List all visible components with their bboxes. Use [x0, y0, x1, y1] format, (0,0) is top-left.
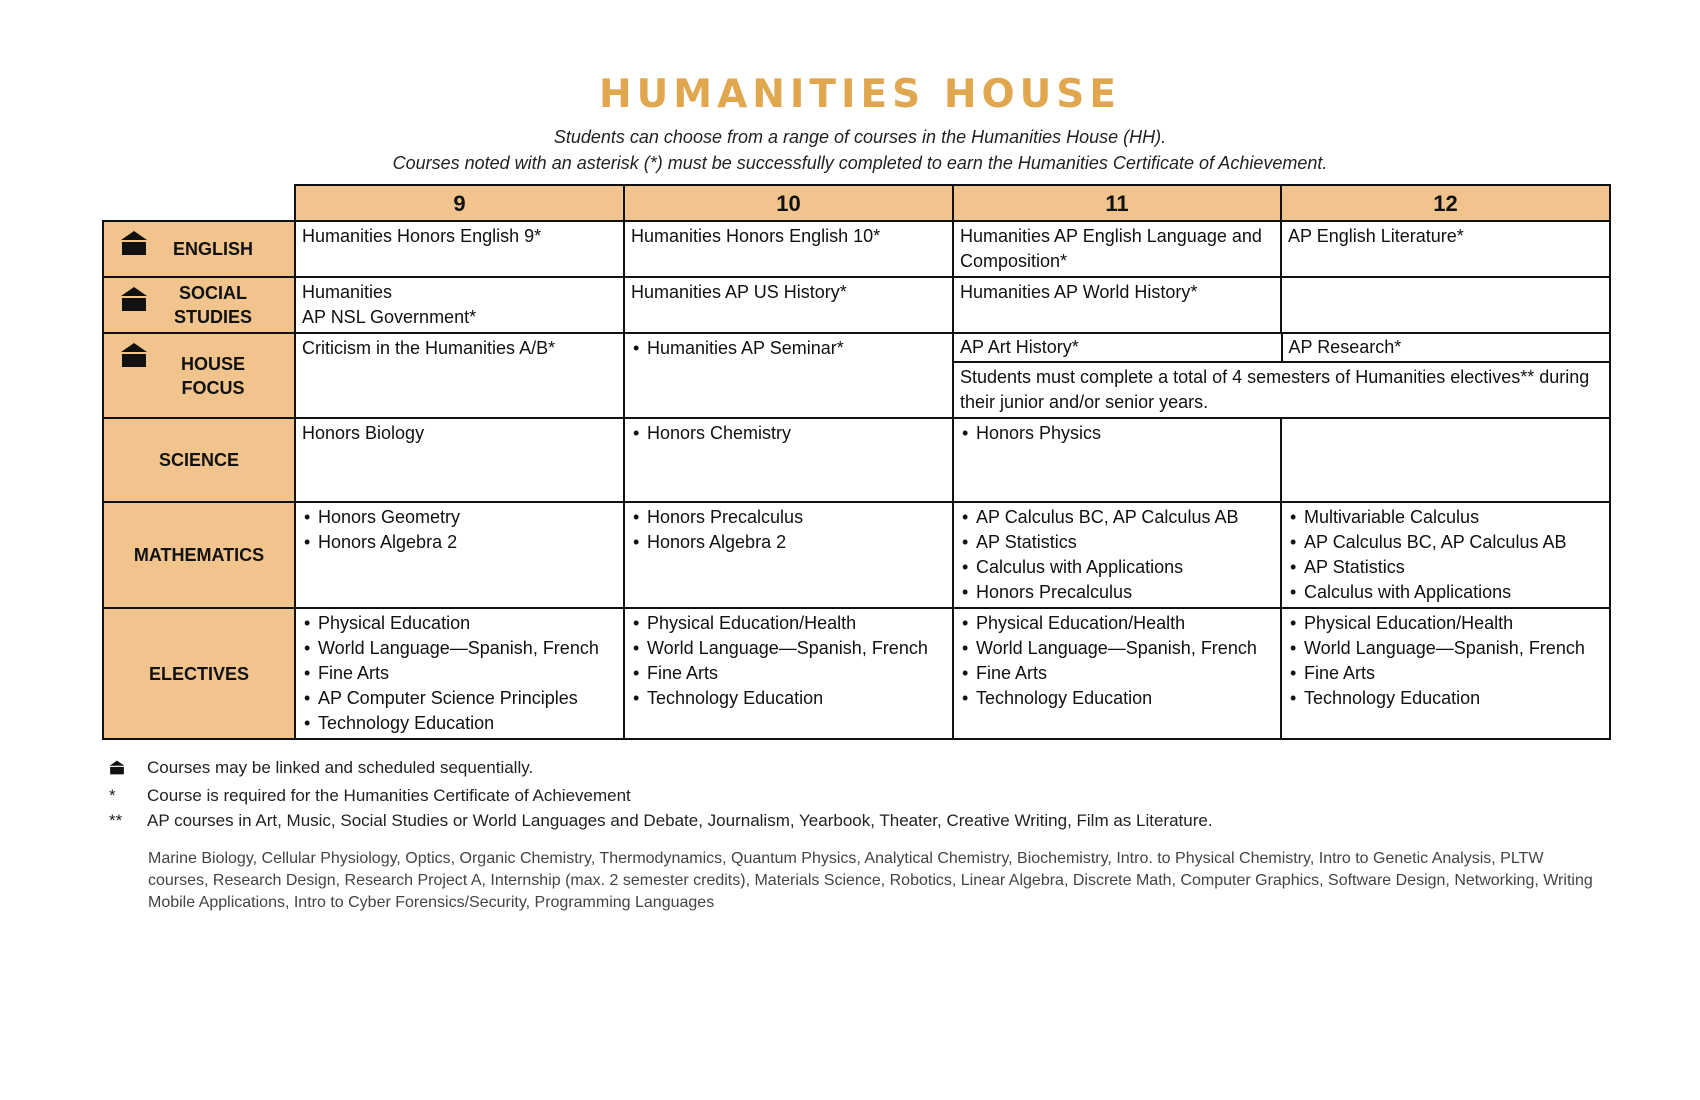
- list-item: • World Language—Spanish, French: [1288, 636, 1603, 661]
- list-item: • Honors Chemistry: [631, 421, 946, 446]
- legend-double-star: [109, 811, 1213, 831]
- grid-corner: [103, 185, 295, 221]
- row-label-electives: ELECTIVES: [148, 663, 250, 684]
- house-grade-10: [624, 333, 953, 418]
- list-item: • Technology Education: [302, 711, 617, 736]
- list-item: • Fine Arts: [960, 661, 1274, 686]
- social-grade-9-line-1: Humanities: [302, 282, 393, 302]
- science-grade-11: [953, 418, 1281, 502]
- row-label-social: SOCIAL: [178, 283, 247, 303]
- row-label-social-studies: [146, 281, 252, 329]
- math-grade-12: [1281, 502, 1610, 608]
- legend-linked: [109, 758, 533, 778]
- house-grade-9: Criticism in the Humanities A/B*: [295, 333, 624, 418]
- list-item: • AP Statistics: [1288, 555, 1603, 580]
- row-label-english: ENGLISH: [172, 239, 253, 259]
- row-header-english: [103, 221, 295, 277]
- grade-header-12: 12: [1281, 185, 1610, 221]
- house-electives-note: Students must complete a total of 4 semesters of Humanities electives** during their junior and/or senior years.: [954, 361, 1609, 417]
- electives-grade-12: [1281, 608, 1610, 739]
- house-icon: [109, 758, 147, 778]
- electives-grade-11: [953, 608, 1281, 739]
- list-item: • AP Statistics: [960, 530, 1274, 555]
- list-item: • AP Calculus BC, AP Calculus AB: [1288, 530, 1603, 555]
- list-item: • Physical Education/Health: [960, 611, 1274, 636]
- science-grade-12: [1281, 418, 1610, 502]
- list-item: • Calculus with Applications: [1288, 580, 1603, 605]
- english-grade-11: Humanities AP English Language and Composition*: [953, 221, 1281, 277]
- row-label-studies: STUDIES: [173, 307, 252, 327]
- row-header-mathematics: [103, 502, 295, 608]
- electives-grade-10: [624, 608, 953, 739]
- row-label-mathematics: MATHEMATICS: [133, 545, 265, 565]
- legend-double-star-symbol: **: [109, 811, 123, 830]
- english-grade-10: Humanities Honors English 10*: [624, 221, 953, 277]
- social-grade-12: [1281, 277, 1610, 333]
- house-icon: [120, 230, 148, 256]
- list-item: • Honors Algebra 2: [302, 530, 617, 555]
- legend-linked-text: Courses may be linked and scheduled sequentially.: [147, 758, 534, 777]
- house-grade-11-12: [953, 333, 1610, 418]
- row-label-house-focus: [153, 352, 245, 400]
- list-item: • World Language—Spanish, French: [302, 636, 617, 661]
- list-item: • Fine Arts: [302, 661, 617, 686]
- english-grade-12: AP English Literature*: [1281, 221, 1610, 277]
- row-header-science: [103, 418, 295, 502]
- math-grade-9: [295, 502, 624, 608]
- social-grade-9: [295, 277, 624, 333]
- legend-double-star-text: AP courses in Art, Music, Social Studies or World Languages and Debate, Journalism, Yearbook, Theater, Creative Writing, Film as Literature.: [147, 811, 1213, 830]
- list-item: • Technology Education: [960, 686, 1274, 711]
- list-item: • World Language—Spanish, French: [631, 636, 946, 661]
- row-label-house: HOUSE: [180, 353, 245, 374]
- list-item: • Multivariable Calculus: [1288, 505, 1603, 530]
- house-grade-11: AP Art History*: [954, 334, 1283, 361]
- row-label-science: SCIENCE: [158, 450, 239, 470]
- electives-course-list: Marine Biology, Cellular Physiology, Optics, Organic Chemistry, Thermodynamics, Quantum Physics, Analytical Chemistry, Biochemistry, Intro. to Physical Chemistry, Intro to Genetic Analysis, PLTW courses, Research Design, Research Project A, Internship (max. 2 semester credits), Materials Science, Robotics, Linear Algebra, Discrete Math, Computer Graphics, Software Design, Networking, Writing Mobile Applications, Intro to Cyber Forensics/Security, Programming Languages: [148, 850, 1593, 911]
- legend-single-star: [109, 786, 631, 806]
- row-header-electives: [103, 608, 295, 739]
- list-item: • Honors Precalculus: [960, 580, 1274, 605]
- grade-header-11: 11: [953, 185, 1281, 221]
- social-grade-10: Humanities AP US History*: [624, 277, 953, 333]
- list-item: • Honors Geometry: [302, 505, 617, 530]
- list-item: • Technology Education: [1288, 686, 1603, 711]
- page-title: HUMANITIES HOUSE: [598, 72, 1122, 117]
- house-icon: [120, 342, 148, 368]
- grade-header-10: 10: [624, 185, 953, 221]
- list-item: • Calculus with Applications: [960, 555, 1274, 580]
- english-grade-9: Humanities Honors English 9*: [295, 221, 624, 277]
- list-item: • AP Calculus BC, AP Calculus AB: [960, 505, 1274, 530]
- social-grade-11: Humanities AP World History*: [953, 277, 1281, 333]
- page-subtitle-2: Courses noted with an asterisk (*) must be successfully completed to earn the Humanities Certificate of Achievement.: [392, 153, 1328, 173]
- page-subtitle-1: Students can choose from a range of courses in the Humanities House (HH).: [553, 127, 1167, 147]
- house-grade-12: AP Research*: [1288, 337, 1402, 357]
- list-item: • AP Computer Science Principles: [302, 686, 617, 711]
- list-item: • Physical Education/Health: [1288, 611, 1603, 636]
- science-grade-10: [624, 418, 953, 502]
- social-grade-9-line-2: AP NSL Government*: [302, 307, 477, 327]
- row-header-social-studies: [103, 277, 295, 333]
- list-item: • Honors Precalculus: [631, 505, 946, 530]
- list-item: • Humanities AP Seminar*: [631, 336, 946, 361]
- math-grade-10: [624, 502, 953, 608]
- row-label-focus: FOCUS: [181, 377, 245, 398]
- list-item: • Physical Education/Health: [631, 611, 946, 636]
- science-grade-9: Honors Biology: [295, 418, 624, 502]
- list-item: • Honors Algebra 2: [631, 530, 946, 555]
- list-item: • Physical Education: [302, 611, 617, 636]
- math-grade-11: [953, 502, 1281, 608]
- course-grid: [102, 184, 1611, 740]
- list-item: • Technology Education: [631, 686, 946, 711]
- list-item: • Fine Arts: [1288, 661, 1603, 686]
- legend-single-star-symbol: *: [109, 786, 116, 805]
- electives-grade-9: [295, 608, 624, 739]
- list-item: • Honors Physics: [960, 421, 1274, 446]
- legend-single-star-text: Course is required for the Humanities Certificate of Achievement: [147, 786, 631, 805]
- grade-header-9: 9: [295, 185, 624, 221]
- list-item: • Fine Arts: [631, 661, 946, 686]
- row-header-house-focus: [103, 333, 295, 418]
- house-icon: [120, 286, 148, 312]
- list-item: • World Language—Spanish, French: [960, 636, 1274, 661]
